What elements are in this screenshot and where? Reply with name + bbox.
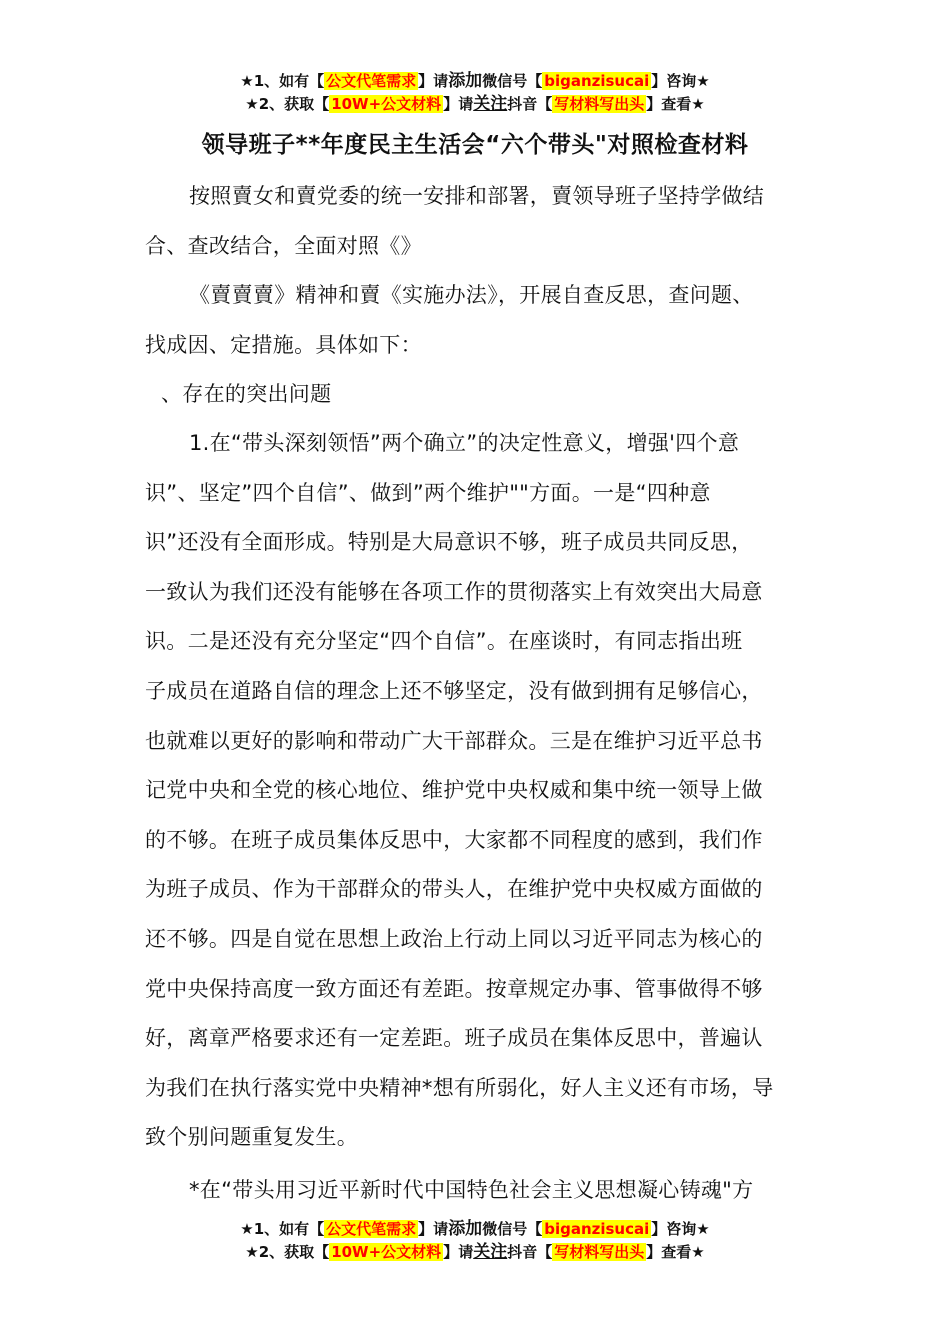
text-line: 记党中央和全党的核心地位、维护党中央权威和集中统一领导上做: [145, 778, 763, 803]
text-line: 识”还没有全面形成。特别是大局意识不够，班子成员共同反思，: [145, 530, 753, 555]
banner-text: 】查看★: [646, 95, 705, 113]
banner-emphasis: 关注: [473, 94, 508, 114]
paragraph-1: [145, 172, 810, 271]
text-line: 找成因、定措施。具体如下：: [145, 332, 422, 357]
text-line: *在“带头用习近平新时代中国特色社会主义思想凝心铸魂"方: [189, 1178, 754, 1202]
banner-line-2: [0, 93, 950, 116]
text-line: 致个别问题重复发生。: [145, 1125, 358, 1150]
banner-emphasis: 添加: [448, 71, 483, 91]
text-line: 还不够。四是自觉在思想上政治上行动上同以习近平同志为核心的: [145, 926, 763, 951]
wechat-id[interactable]: biganzisucai: [544, 72, 650, 90]
section-heading: [145, 370, 810, 420]
text-line: 一致认为我们还没有能够在各项工作的贯彻落实上有效突出大局意: [145, 579, 763, 604]
banner-text: 2、获取【: [258, 95, 330, 113]
text-line: 的不够。在班子成员集体反思中，大家都不同程度的感到，我们作: [145, 827, 763, 852]
text-line: 识。二是还没有充分坚定“四个自信”。在座谈时，有同志指出班: [145, 629, 743, 654]
banner-emphasis: 关注: [473, 1242, 508, 1262]
banner-text: 】咨询★: [651, 72, 710, 90]
text-line: 也就难以更好的影响和带动广大干部群众。三是在维护习近平总书: [145, 728, 763, 753]
text-line: 为班子成员、作为干部群众的带头人，在维护党中央权威方面做的: [145, 877, 763, 902]
text-line: 识”、坚定”四个自信”、做到”两个维护""方面。一是“四种意: [145, 480, 711, 505]
banner-text: 】请: [418, 72, 449, 90]
banner-text: 抖音【: [507, 1243, 553, 1261]
star-icon: ★: [245, 1243, 259, 1261]
text-line: 《賣賣賣》精神和賣《实施办法》，开展自查反思，查问题、: [189, 283, 754, 307]
douyin-id[interactable]: 写材料写出头: [554, 95, 645, 113]
banner-text: 】查看★: [646, 1243, 705, 1261]
paragraph-3: [145, 419, 810, 1163]
star-icon: ★: [245, 95, 259, 113]
banner-text: 微信号【: [482, 1220, 543, 1238]
text-line: 1.在“带头深刻领悟”两个确立”的决定性意义，增强'四个意: [189, 431, 740, 455]
banner-emphasis: 添加: [448, 1219, 483, 1239]
banner-line-1: [0, 70, 950, 93]
banner-text: 】咨询★: [651, 1220, 710, 1238]
paragraph-4: [145, 1166, 810, 1216]
banner-text: 】请: [418, 1220, 449, 1238]
text-line: 党中央保持高度一致方面还有差距。按章规定办事、管事做得不够: [145, 976, 763, 1001]
star-icon: ★: [240, 1220, 254, 1238]
banner-text: 1、如有【: [253, 72, 325, 90]
banner-line-2: [0, 1241, 950, 1264]
text-line: 按照賣女和賣党委的统一安排和部署，賣领导班子坚持学做结: [189, 184, 765, 208]
banner-text: 2、获取【: [258, 1243, 330, 1261]
douyin-id[interactable]: 写材料写出头: [554, 1243, 645, 1261]
star-icon: ★: [240, 72, 254, 90]
banner-text: 1、如有【: [253, 1220, 325, 1238]
banner-text: 抖音【: [507, 95, 553, 113]
text-line: 合、查改结合，全面对照《》: [145, 233, 422, 258]
banner-top: [0, 70, 950, 116]
highlight-service: 公文代笔需求: [326, 72, 417, 90]
banner-line-1: [0, 1218, 950, 1241]
banner-text: 微信号【: [482, 72, 543, 90]
wechat-id[interactable]: biganzisucai: [544, 1220, 650, 1238]
paragraph-2: [145, 271, 810, 370]
highlight-service: 公文代笔需求: [326, 1220, 417, 1238]
text-line: 好，离章严格要求还有一定差距。班子成员在集体反思中，普遍认: [145, 1026, 763, 1051]
heading-line: 、存在的突出问题: [161, 382, 332, 406]
document-title: 领导班子**年度民主生活会“六个带头"对照检查材料: [201, 132, 749, 158]
highlight-materials: 10W+公文材料: [331, 1243, 442, 1261]
banner-text: 】请: [443, 1243, 474, 1261]
highlight-materials: 10W+公文材料: [331, 95, 442, 113]
banner-bottom: [0, 1218, 950, 1264]
text-line: 子成员在道路自信的理念上还不够坚定，没有做到拥有足够信心，: [145, 678, 763, 703]
text-line: 为我们在执行落实党中央精神*想有所弱化，好人主义还有市场，导: [145, 1075, 774, 1100]
banner-text: 】请: [443, 95, 474, 113]
